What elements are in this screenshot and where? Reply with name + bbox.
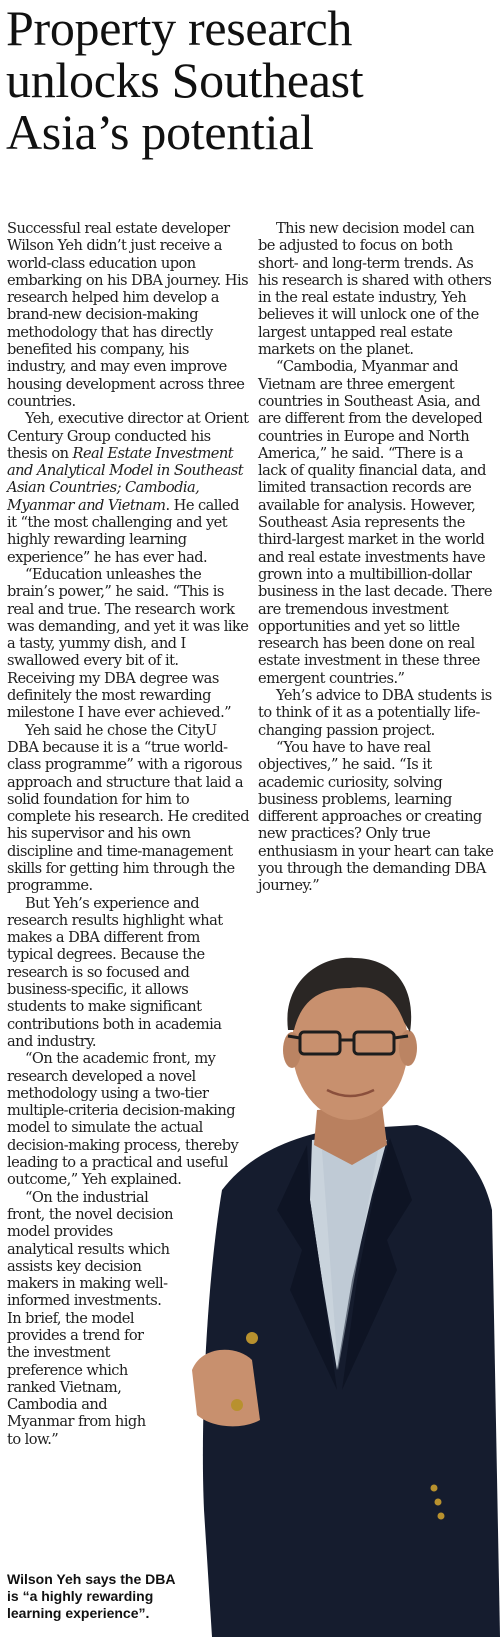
paragraph-education-quote: “Education unleashes the brain’s power,” he said. “This is real and true. The research work was demanding, and yet it was like a tasty, yummy dish, and I swallowed every bit of it. Receiving my DBA degree was definitely the most rewarding milestone I have ever achieved.” [7,565,249,722]
thesis-trailing-text: . He called it “the most challenging and yet highly rewarding learning experience” he has ever had. [7,496,239,566]
paragraph-emergent-countries: “Cambodia, Myanmar and Vietnam are three emergent countries in Southeast Asia, and are different from the developed countries in Europe and North America,” he said. “There is a lack of quality financial data, and limited transaction records are available for analysis. However, Southeast Asia represents the third-largest market in the world and real estate investments have grown into a multibillion-dollar business in the last decade. There are tremendous investment opportunities and yet so little research has been done on real estate investment in these three emergent countries.” [258,358,492,687]
paragraph-advice: Yeh’s advice to DBA students is to think of it as a potentially life-changing passion project. [258,687,492,739]
hand-shape [192,1350,260,1427]
jacket-button-icon [231,1399,243,1411]
thesis-title: Real Estate Investment and Analytical Model in Southeast Asian Countries; Cambodia, Myanmar and Vietnam [7,444,244,514]
paragraph-dba-difference: But Yeh’s experience and research results highlight what makes a DBA different from typical degrees. Because the research is so focused and business-specific, it allows students to make significant contributions both in academia and industry. [7,894,223,1050]
paragraph-intro: Successful real estate developer Wilson Yeh didn’t just receive a world-class education upon embarking on his DBA journey. His research helped him develop a brand-new decision-making methodology that has directly benefited his company, his industry, and may even improve housing development across three countries. [7,220,249,410]
paragraph-objectives-quote: “You have to have real objectives,” he said. “Is it academic curiosity, solving business problems, learning different approaches or creating new practices? Only true enthusiasm in your heart can take you through the demanding DBA journey.” [258,738,494,895]
paragraph-decision-model: This new decision model can be adjusted to focus on both short- and long-term trends. As his research is shared with others in the real estate industry, Yeh believes it will unlock one of the largest untapped real estate markets on the planet. [258,220,492,359]
jacket-button-icon [246,1332,258,1344]
article-headline: Property research unlocks Southeast Asia’s potential [6,0,364,160]
thesis-lead-text: Yeh, executive director at Orient Century Group conducted his thesis on [7,410,249,462]
paragraph-thesis [7,410,249,566]
portrait-photo [182,950,500,1637]
paragraph-industrial-front: “On the industrial front, the novel decision model provides analytical results which assists key decision makers in making well-informed investments. [7,1188,174,1310]
paragraph-model-ranking: In brief, the model provides a trend for the investment preference which ranked Vietnam, Cambodia and Myanmar from high to low.” [7,1309,146,1448]
paragraph-academic-front: “On the academic front, my research developed a novel methodology using a two-tier multiple-criteria decision-making model to simulate the actual decision-making process, thereby leading to a practical and useful outcome,” Yeh explained. [7,1050,239,1189]
article-right-column [258,220,494,895]
paragraph-cityu-choice: Yeh said he chose the CityU DBA because it is a “true world-class programme” with a rigorous approach and structure that laid a solid foundation for him to complete his research. He credited his supervisor and his own discipline and time-management skills for getting him through the programme. [7,721,249,895]
photo-caption: Wilson Yeh says the DBA is “a highly rewarding learning experience”. [7,1571,175,1621]
